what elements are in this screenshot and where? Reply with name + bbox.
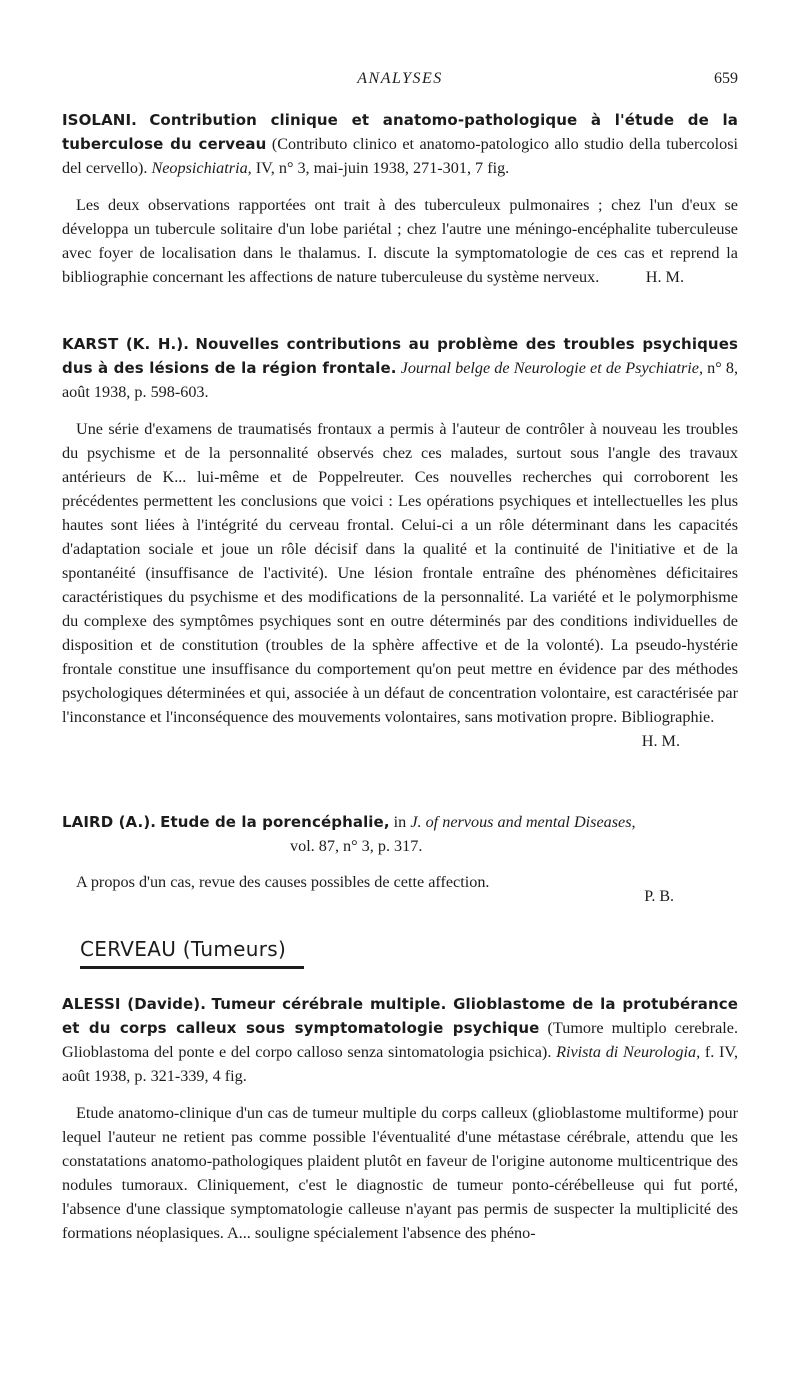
original-title: (Tumore multiplo cerebrale. Glioblastoma del ponte e del corpo calloso senza sintomatologia psichica). [62,1019,738,1061]
review-summary [62,417,738,750]
author-name: LAIRD (A.). [62,813,157,831]
running-header [0,70,800,92]
summary-text: Les deux observations rapportées ont trait à des tuberculeux pulmonaires ; chez l'un d'eux se développa un tubercule solitaire d'un lobe pariétal ; chez l'autre une méningo-encéphalite tuberculeuse avec foyer de localisation dans le thalamus. I. discute la symptomatologie de ces cas et reprend la bibliographie concernant les affections de nature tuberculeuse du système nerveux. [62,196,738,286]
journal-name: Journal belge de Neurologie et de Psychiatrie, [400,359,704,377]
summary-text: Une série d'examens de traumatisés frontaux a permis à l'auteur de contrôler à nouveau les troubles du psychisme et de la personnalité observés chez ces malades, surtout sous l'angle des travaux antérieurs de K... lui-même et de Poppelreuter. Ces nouvelles recherches qui corroborent les précédentes permettent les conclusions que voici : Les opérations psychiques et intellectuelles les plus hautes sont liées à l'intégrité du cerveau frontal. Celui-ci a un rôle déterminant dans les capacités d'adaptation sociale et joue un rôle décisif dans la qualité et la continuité de l'initiative et de la spontanéité (insuffisance de l'activité). Une lésion frontale entraîne des phénomènes déficitaires caractéristiques du psychisme et des modifications de la personnalité. La variété et le polymorphisme du complexe des symptômes psychiques sont en outre déterminés par des conditions individuelles de disposition et de constitution (troubles de la sphère affective et de la volonté). La pseudo-hystérie frontale constitue une insuffisance du comportement qu'on peut mettre en évidence par des méthodes psychologiques déterminées et qui, associée à un défaut de concentration volontaire, est caractérisée par l'inconstance et l'inconséquence des mouvements volontaires, sans motivation propre. Bibliographie. [62,420,738,726]
bibliographic-reference [62,108,738,180]
article-title: Etude de la porencéphalie, [160,813,390,831]
in-prefix: in [393,813,407,831]
reviewer-signature: P. B. [644,888,674,905]
review-entry-isolani [62,108,738,289]
reviewer-signature: H. M. [641,732,680,750]
citation-details: IV, n° 3, mai-juin 1938, 271-301, 7 fig. [255,159,510,177]
article-title: Contribution clinique et anatomo-pathologique à l'étude de la tuberculose du cerveau [62,111,739,153]
journal-name: Rivista di Neurologia, [556,1043,701,1061]
section-heading: CERVEAU (Tumeurs) [80,937,287,961]
reviewer-signature: H. M. [645,268,684,286]
review-entry-laird [62,810,738,894]
review-summary [62,193,738,289]
author-name: KARST (K. H.). [62,335,190,353]
bibliographic-reference [62,332,738,404]
author-name: ISOLANI. [62,111,137,129]
citation-details: f. IV, août 1938, p. 321-339, 4 fig. [62,1043,739,1085]
article-title: Tumeur cérébrale multiple. Glioblastome de la protubérance et du corps calleux sous symptomatologie psychique [62,995,739,1037]
summary-text: A propos d'un cas, revue des causes possibles de cette affection. [76,873,490,891]
citation-details: vol. 87, n° 3, p. 317. [290,837,423,855]
running-title: ANALYSES [357,70,443,87]
bibliographic-reference [62,810,738,858]
original-title: (Contributo clinico et anatomo-patologico allo studio della tubercolosi del cervello). [62,135,739,177]
article-title: Nouvelles contributions au problème des troubles psychiques dus à des lésions de la région frontale. [62,335,738,377]
summary-text: Etude anatomo-clinique d'un cas de tumeur multiple du corps calleux (glioblastome multiforme) pour lequel l'auteur ne retient pas comme possible l'éventualité d'une métastase cérébrale, attendu que les constatations anatomo-pathologiques plaident plutôt en faveur de l'origine autonome multicentrique des nodules tumoraux. Cliniquement, c'est le diagnostic de tumeur ponto-cérébelleuse qui fut porté, l'absence d'une classique symptomatologie calleuse n'ayant pas permis de suspecter la multiplicité des formations néoplasiques. A... souligne spécialement l'absence des phéno- [62,1104,738,1242]
review-entry-alessi [62,992,738,1245]
author-name: ALESSI (Davide). [62,995,207,1013]
review-summary [62,1101,738,1245]
bibliographic-reference [62,992,738,1088]
citation-details: n° 8, août 1938, p. 598-603. [62,359,739,401]
section-underline [80,966,304,969]
page-number: 659 [714,70,738,87]
journal-name: J. of nervous and mental Diseases, [410,813,636,831]
review-summary [62,870,738,894]
review-entry-karst [62,332,738,753]
journal-name: Neopsichiatria, [151,159,252,177]
